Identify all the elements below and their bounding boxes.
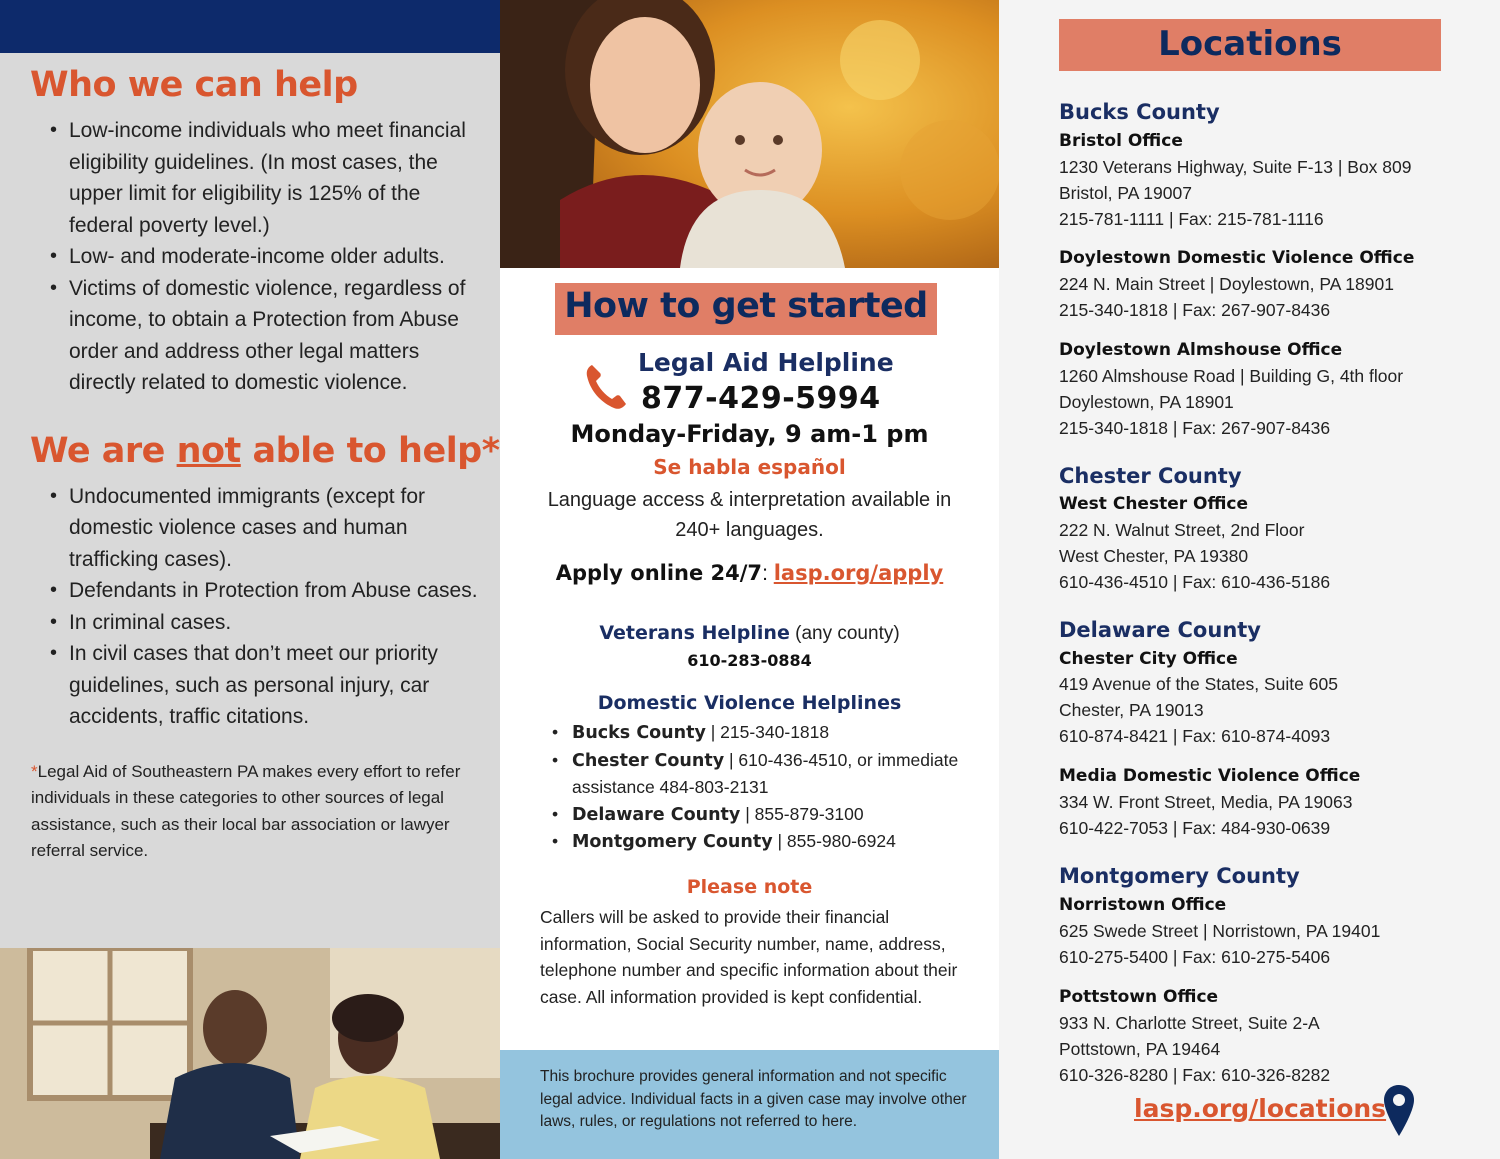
locations-title: Locations — [1158, 24, 1342, 64]
who-we-can-help-list — [50, 115, 480, 399]
disclaimer-box — [500, 1050, 999, 1159]
office-address-norristown: 625 Swede Street | Norristown, PA 19401 610-275-5400 | Fax: 610-275-5406 — [1059, 921, 1381, 967]
office-name-bristol: Bristol Office — [1059, 131, 1183, 151]
locations-banner — [1059, 19, 1441, 71]
office-name-norristown: Norristown Office — [1059, 895, 1227, 915]
photo-couple-reviewing-documents — [0, 948, 500, 1159]
not-able-to-help-list — [50, 481, 480, 733]
who-we-can-help-heading: Who we can help — [30, 65, 358, 105]
left-column — [0, 0, 500, 1159]
please-note-title: Please note — [686, 876, 813, 898]
list-item: • Montgomery County | 855-980-6924 — [552, 828, 972, 856]
county-heading-bucks: Bucks County — [1059, 100, 1220, 124]
apply-online-line: Apply online 24/7: lasp.org/apply — [555, 561, 944, 585]
office-name-chester-city: Chester City Office — [1059, 649, 1238, 669]
language-access-text: Language access & interpretation available in 240+ languages. — [547, 489, 952, 541]
office-address-doylestown-dv: 224 N. Main Street | Doylestown, PA 18901 215-340-1818 | Fax: 267-907-8436 — [1059, 274, 1394, 320]
how-to-get-started-banner — [555, 283, 937, 335]
location-pin-icon — [1383, 1084, 1415, 1138]
banner-title: How to get started — [564, 286, 928, 326]
county-heading-delaware: Delaware County — [1059, 618, 1261, 642]
locations-link[interactable]: lasp.org/locations — [1134, 1094, 1387, 1123]
please-note-body: Callers will be asked to provide their financial information, Social Security number, name, address, telephone number and specific information about their case. All information provided is kept confidential. — [540, 907, 958, 1007]
legal-aid-helpline-title: Legal Aid Helpline — [638, 348, 894, 377]
office-name-doylestown-almshouse: Doylestown Almshouse Office — [1059, 340, 1343, 360]
list-item: • Chester County | 610-436-4510, or immediate assistance 484-803-2131 — [552, 747, 972, 801]
office-name-doylestown-dv: Doylestown Domestic Violence Office — [1059, 248, 1415, 268]
phone-icon — [584, 362, 628, 410]
disclaimer-text: This brochure provides general information and not specific legal advice. Individual facts in a given case may involve other laws, rules, or regulations not referred to here. — [540, 1068, 967, 1130]
office-name-west-chester: West Chester Office — [1059, 494, 1249, 514]
county-heading-montgomery: Montgomery County — [1059, 864, 1300, 888]
office-address-west-chester: 222 N. Walnut Street, 2nd Floor West Chester, PA 19380 610-436-4510 | Fax: 610-436-5186 — [1059, 520, 1331, 592]
office-name-pottstown: Pottstown Office — [1059, 987, 1219, 1007]
footnote: *Legal Aid of Southeastern PA makes every effort to refer individuals in these categories to other sources of legal assistance, such as their local bar association or lawyer referral service. — [31, 761, 461, 860]
list-item: • Defendants in Protection from Abuse cases. — [50, 575, 480, 607]
office-address-media-dv: 334 W. Front Street, Media, PA 19063 610-422-7053 | Fax: 484-930-0639 — [1059, 792, 1353, 838]
right-column — [999, 0, 1500, 1159]
office-address-pottstown: 933 N. Charlotte Street, Suite 2-A Pottstown, PA 19464 610-326-8280 | Fax: 610-326-8282 — [1059, 1013, 1331, 1085]
list-item: • Undocumented immigrants (except for domestic violence cases and human trafficking cases). — [50, 481, 480, 576]
legal-aid-helpline-number[interactable]: 877-429-5994 — [641, 381, 881, 416]
office-address-bristol: 1230 Veterans Highway, Suite F-13 | Box 809 Bristol, PA 19007 215-781-1111 | Fax: 215-781-1116 — [1059, 157, 1412, 229]
apply-link[interactable]: lasp.org/apply — [773, 561, 944, 585]
list-item: • In civil cases that don’t meet our priority guidelines, such as personal injury, car accidents, traffic citations. — [50, 638, 480, 733]
list-item: • Victims of domestic violence, regardless of income, to obtain a Protection from Abuse order and address other legal matters directly related to domestic violence. — [50, 273, 480, 399]
top-navy-bar — [0, 0, 500, 53]
veterans-helpline: Veterans Helpline (any county) — [599, 622, 900, 644]
se-habla-espanol: Se habla español — [653, 455, 846, 479]
list-item: • Delaware County | 855-879-3100 — [552, 801, 972, 829]
county-heading-chester: Chester County — [1059, 464, 1242, 488]
list-item: • Bucks County | 215-340-1818 — [552, 719, 972, 747]
office-name-media-dv: Media Domestic Violence Office — [1059, 766, 1361, 786]
helpline-hours: Monday-Friday, 9 am-1 pm — [570, 420, 929, 448]
not-able-to-help-heading: We are not able to help* — [30, 430, 500, 471]
photo-mother-and-baby — [500, 0, 999, 268]
photo-illustration — [500, 0, 999, 268]
office-address-doylestown-almshouse: 1260 Almshouse Road | Building G, 4th floor Doylestown, PA 18901 215-340-1818 | Fax: 267-907-8436 — [1059, 366, 1404, 438]
domestic-violence-helplines-title: Domestic Violence Helplines — [597, 692, 902, 714]
middle-column — [500, 0, 999, 1159]
domestic-violence-helplines-list — [552, 719, 972, 856]
list-item: • In criminal cases. — [50, 607, 480, 639]
photo-illustration — [0, 948, 500, 1159]
veterans-helpline-number[interactable]: 610-283-0884 — [687, 651, 812, 670]
list-item: • Low-income individuals who meet financial eligibility guidelines. (In most cases, the upper limit for eligibility is 125% of the federal poverty level.) — [50, 115, 480, 241]
office-address-chester-city: 419 Avenue of the States, Suite 605 Chester, PA 19013 610-874-8421 | Fax: 610-874-4093 — [1059, 674, 1338, 746]
list-item: • Low- and moderate-income older adults. — [50, 241, 480, 273]
